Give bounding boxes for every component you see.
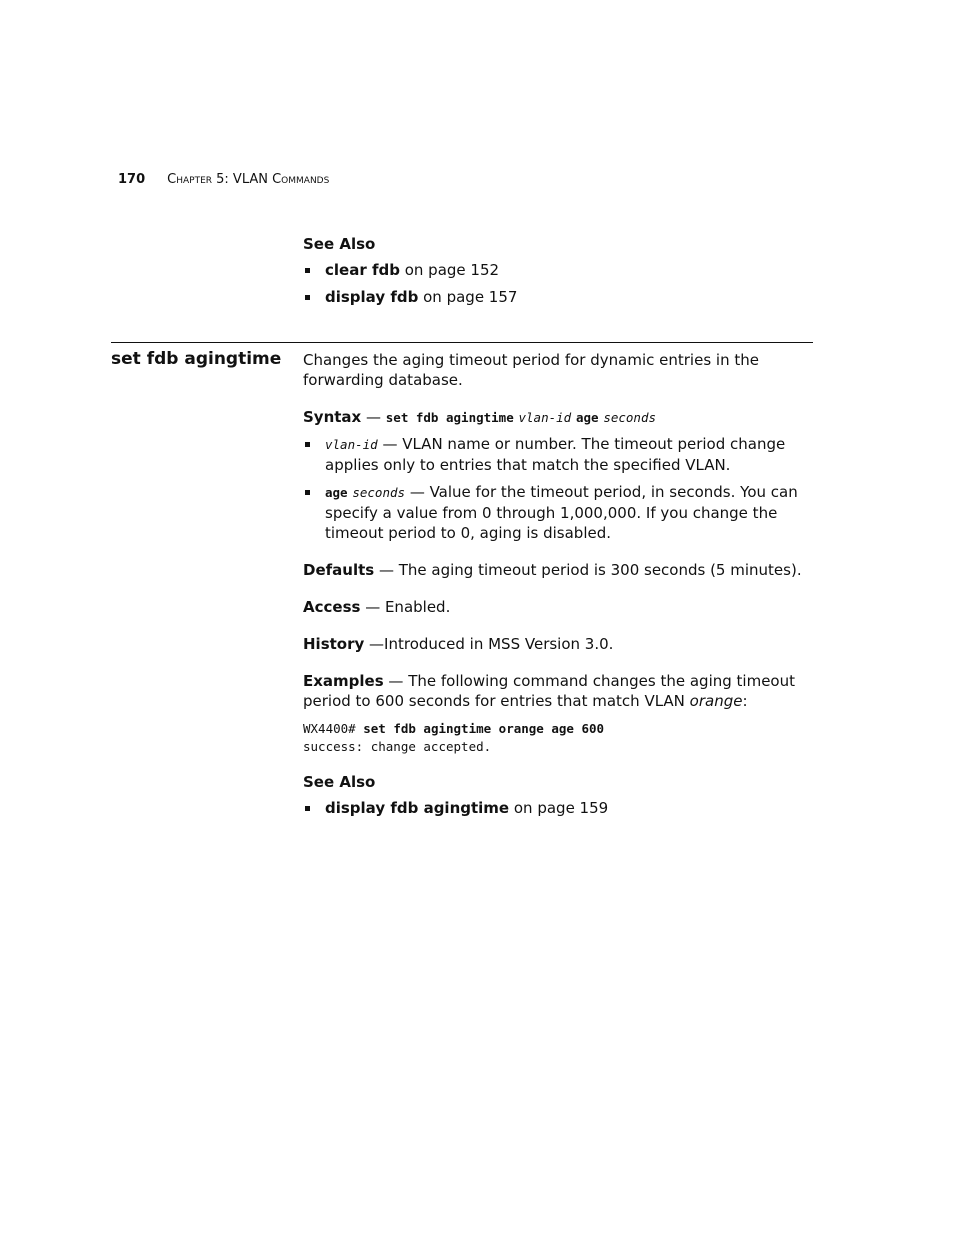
examples-label: Examples [303,672,384,690]
examples-end: : [742,692,748,710]
param-kw: age [325,485,348,500]
list-item [303,287,818,307]
code-command: set fdb agingtime orange age 600 [363,721,605,736]
list-item [303,434,818,475]
param-text: — Value for the timeout period, in seconds. You can specify a value from 0 through 1,000,000. If you change the timeout period to 0, aging is disabled. [325,483,798,542]
bullet-icon [305,442,310,447]
bullet-icon [305,490,310,495]
see-also-top [303,234,818,314]
param-list [303,434,818,543]
list-item [303,260,818,280]
defaults-text: — The aging timeout period is 300 seconds (5 minutes). [374,561,802,579]
syntax-label: Syntax [303,408,362,426]
section-title: set fdb agingtime [111,349,282,369]
syntax-kw-age: age [575,410,599,425]
section-body [303,350,818,825]
page-number: 170 [118,172,146,187]
syntax-line [303,407,818,428]
link-clear-fdb[interactable]: clear fdb [325,261,400,279]
see-also-list [303,260,818,307]
access-text: — Enabled. [360,598,451,616]
description: Changes the aging timeout period for dynamic entries in the forwarding database. [303,351,759,389]
page-header [118,172,329,188]
code-example [303,720,818,756]
code-output: success: change accepted. [303,739,492,754]
param-name: seconds [352,485,406,500]
section-divider [111,342,813,343]
bullet-icon [305,295,310,300]
syntax-dash: — [361,408,386,426]
syntax-arg-vlan-id: vlan-id [518,410,572,425]
bullet-icon [305,806,310,811]
code-prompt: WX4400# [303,721,364,736]
history-text: —Introduced in MSS Version 3.0. [364,635,614,653]
page-ref: on page 159 [509,799,609,817]
page-ref: on page 157 [418,288,518,306]
list-item [303,798,818,818]
bullet-icon [305,268,310,273]
history [303,634,818,654]
chapter-title: Chapter 5: VLAN Commands [167,172,330,187]
link-display-fdb-agingtime[interactable]: display fdb agingtime [325,799,510,817]
history-label: History [303,635,365,653]
examples-vlan: orange [689,692,743,710]
defaults [303,560,818,580]
param-text: — VLAN name or number. The timeout period change applies only to entries that match the specified VLAN. [325,435,786,474]
examples [303,671,818,711]
access-label: Access [303,598,361,616]
access [303,597,818,617]
see-also-heading: See Also [303,235,376,253]
examples-text: — The following command changes the aging timeout period to 600 seconds for entries that match VLAN [303,672,795,710]
link-display-fdb[interactable]: display fdb [325,288,419,306]
see-also-heading: See Also [303,773,376,791]
param-name: vlan-id [325,437,378,452]
see-also-list [303,798,818,818]
page-ref: on page 152 [399,261,500,279]
syntax-arg-seconds: seconds [603,410,657,425]
syntax-cmd: set fdb agingtime [385,410,514,425]
defaults-label: Defaults [303,561,375,579]
list-item [303,482,818,543]
